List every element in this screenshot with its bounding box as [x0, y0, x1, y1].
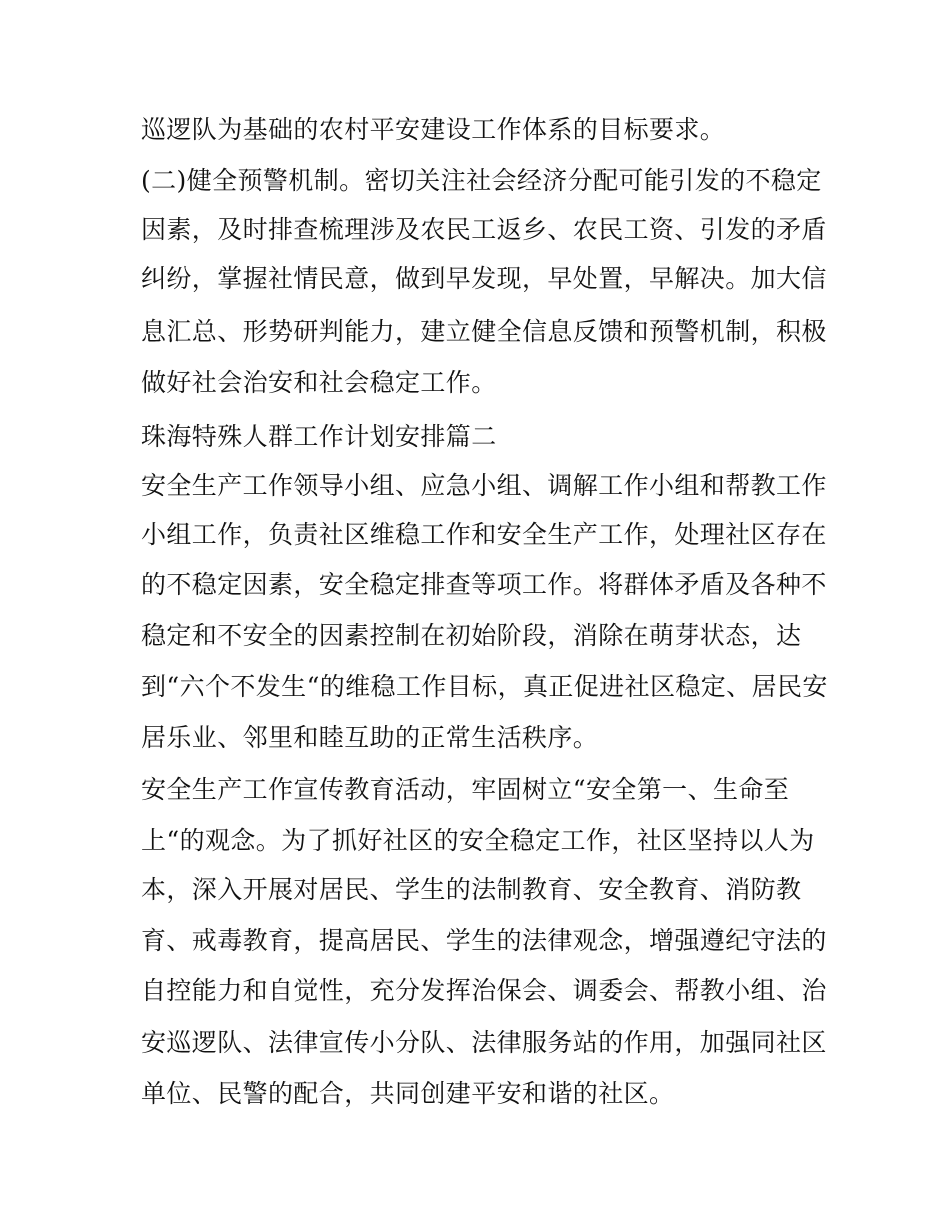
- text-line: 居乐业、邻里和睦互助的正常生活秩序。: [141, 723, 599, 752]
- text-line: 自控能力和自觉性，充分发挥治保会、调委会、帮教小组、治: [141, 976, 827, 1005]
- text-line: 育、戒毒教育，提高居民、学生的法律观念，增强遵纪守法的: [141, 926, 827, 955]
- text-line: 安全生产工作领导小组、应急小组、调解工作小组和帮教工作: [141, 471, 827, 500]
- text-line: 安全生产工作宣传教育活动，牢固树立“安全第一、生命至: [141, 775, 790, 804]
- text-line: 巡逻队为基础的农村平安建设工作体系的目标要求。: [141, 115, 726, 144]
- text-line: 的不稳定因素，安全稳定排查等项工作。将群体矛盾及各种不: [141, 570, 827, 599]
- section-heading: 珠海特殊人群工作计划安排篇二: [141, 422, 497, 451]
- text-line: 做好社会治安和社会稳定工作。: [141, 368, 497, 397]
- text-line: 稳定和不安全的因素控制在初始阶段，消除在萌芽状态，达: [141, 621, 802, 650]
- text-line: 纠纷，掌握社情民意，做到早发现，早处置，早解决。加大信: [141, 264, 827, 293]
- text-line: 因素，及时排查梳理涉及农民工返乡、农民工资、引发的矛盾: [141, 215, 827, 244]
- text-line: 息汇总、形势研判能力，建立健全信息反馈和预警机制，积极: [141, 317, 827, 346]
- text-line: 上“的观念。为了抓好社区的安全稳定工作，社区坚持以人为: [141, 826, 815, 855]
- text-line: 本，深入开展对居民、学生的法制教育、安全教育、消防教: [141, 875, 802, 904]
- text-line: 安巡逻队、法律宣传小分队、法律服务站的作用，加强同社区: [141, 1028, 827, 1057]
- text-line: 到“六个不发生“的维稳工作目标，真正促进社区稳定、居民安: [141, 672, 828, 701]
- text-line: (二)健全预警机制。密切关注社会经济分配可能引发的不稳定: [141, 166, 822, 195]
- text-line: 小组工作，负责社区维稳工作和安全生产工作，处理社区存在: [141, 520, 827, 549]
- text-line: 单位、民警的配合，共同创建平安和谐的社区。: [141, 1079, 675, 1108]
